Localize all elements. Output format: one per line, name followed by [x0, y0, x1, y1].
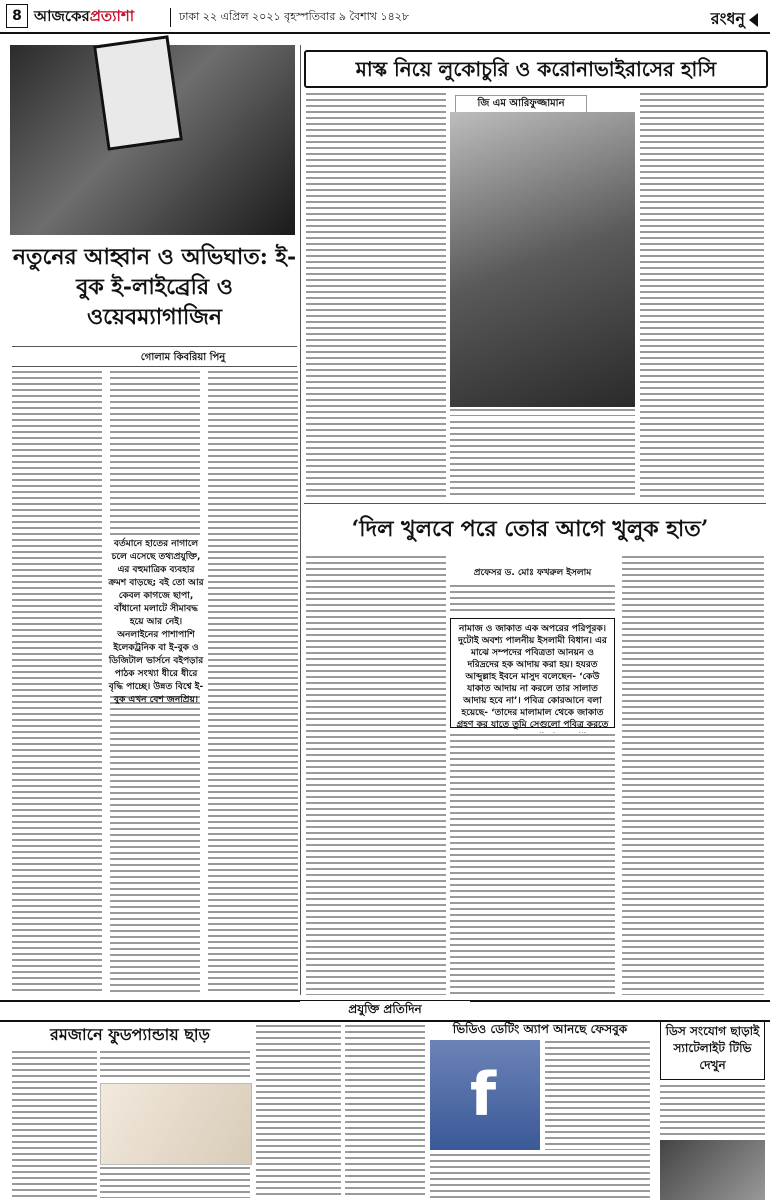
section-name: [711, 6, 758, 33]
heart-headline: ‘দিল খুলবে পরে তোর আগে খুলুক হাত’: [351, 516, 709, 542]
ebook-body-col2b: [110, 695, 200, 995]
facebook-headline: ভিডিও ডেটিং অ্যাপ আনছে ফেসবুক: [452, 1022, 628, 1036]
ramadan-headline: রমজানে ফুডপ্যান্ডায় ছাড়: [50, 1025, 210, 1044]
divider: [304, 503, 766, 504]
divider: [12, 366, 297, 367]
facebook-logo-photo: [430, 1040, 540, 1150]
dish-body: [660, 1084, 765, 1136]
mask-headline: মাস্ক নিয়ে লুকোচুরি ও করোনাভাইরাসের হাসি: [304, 50, 768, 88]
heart-byline: প্রফেসর ড. মোঃ ফখরুল ইসলাম: [473, 568, 592, 578]
mask-body-col3: [640, 92, 764, 497]
ebook-headline: নতুনের আহ্বান ও অভিঘাত: ই-বুক ই-লাইব্রেরি ও ওয়েবম্যাগাজিন: [12, 244, 297, 330]
ramadan-body-top: [100, 1050, 250, 1080]
section-label: রংধনু: [710, 9, 745, 28]
ebook-body-col3: [208, 370, 298, 995]
ramadan-body-bottom: [100, 1166, 250, 1198]
logo-text-part1: আজকের: [34, 7, 90, 25]
facebook-icon: f: [470, 1060, 497, 1130]
divider: [12, 346, 297, 347]
mask-byline: জি এম আরিফুজ্জামান: [455, 95, 587, 113]
heart-body-col3: [622, 555, 764, 995]
tech-body-col2: [256, 1024, 341, 1198]
tech-banner-label: প্রযুক্তি প্রতিদিন: [300, 1001, 470, 1017]
heart-body-col1: [306, 555, 446, 995]
tech-body-col3: [345, 1024, 425, 1198]
logo-text-part2: প্রত্যাশা: [89, 7, 135, 25]
ebook-body-col1: [12, 370, 102, 995]
facebook-body-right: [545, 1040, 650, 1150]
newspaper-logo: [34, 5, 134, 30]
ramadan-body-col1: [12, 1050, 97, 1198]
ebook-byline: গোলাম কিবরিয়া পিনু: [140, 352, 226, 363]
page-number: 8: [6, 4, 28, 28]
ebook-quote: বর্তমানে হাতের নাগালে চলে এসেছে তথ্যপ্রযুক্তি, এর বহুমাত্রিক ব্যবহার ক্রমশ বাড়ছে; বই তো আর কেবল কাগজে ছাপা, বাঁধানো মলাটে সীমাবদ্ধ হয়ে আর নেই। অনলাইনের পাশাপাশি ইলেকট্রনিক বা ই-বুক ও ডিজিটাল ভার্সনে বইপড়ার পাঠক সংখ্যা ধীরে ধীরে বৃদ্ধি পাচ্ছে। উন্নত বিশ্বে ই-বুক এখন বেশ জনপ্রিয়।: [108, 539, 204, 705]
foodpanda-photo: [100, 1083, 252, 1165]
dish-tv-photo: [660, 1140, 765, 1200]
triangle-icon: [749, 13, 758, 27]
heart-body-col2a: [450, 584, 615, 614]
facebook-body-bottom: [430, 1153, 650, 1198]
mask-photo: [450, 112, 635, 407]
mask-body-col2: [450, 420, 635, 497]
tablet-image: [93, 35, 183, 151]
photo-caption: [450, 408, 635, 416]
ebook-body-col2: [110, 370, 200, 535]
mask-body-col1: [306, 92, 446, 497]
dateline: ঢাকা ২২ এপ্রিল ২০২১ বৃহস্পতিবার ৯ বৈশাখ ১৪২৮: [170, 8, 409, 27]
heart-body-col2b: [450, 733, 615, 995]
heart-quote: নামাজ ও জাকাত এক অপরের পরিপূরক। দুটোই অবশ্য পালনীয় ইসলামী বিধান। এর মাঝে সম্পদের পবিত্রতা আনয়ন ও দরিদ্রদের হক আদায় করা হয়। হযরত আব্দুল্লাহ ইবনে মাসুদ বলেছেন- ‘কেউ যাকাত আদায় না করলে তার সালাত আদায় হবে না’। পবিত্র কোরআনে বলা হয়েছে- ‘তাদের মালামাল থেকে জাকাত গ্রহণ কর যাতে তুমি সেগুলো পবিত্র করতে: [450, 618, 615, 728]
dish-headline: ডিস সংযোগ ছাড়াই স্যাটেলাইট টিভি দেখুন: [660, 1020, 765, 1080]
